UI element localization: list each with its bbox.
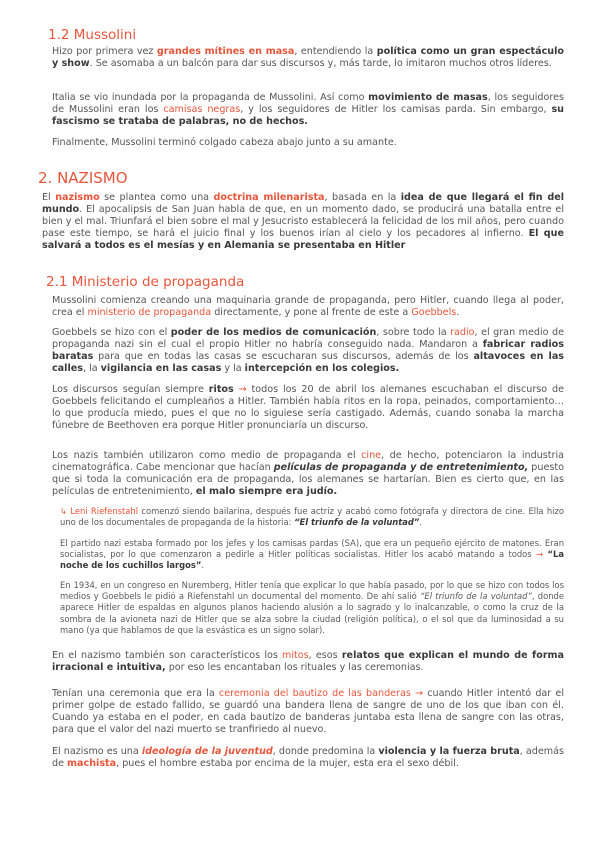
text-run: , entendiendo la (294, 46, 377, 57)
paragraph-goebbels-medios (52, 327, 564, 375)
bold-movimiento-masas: movimiento de masas (368, 92, 488, 103)
italic-triunfo-voluntad: “El triunfo de la voluntad” (420, 591, 532, 602)
bold-triunfo-voluntad: “El triunfo de la voluntad” (294, 517, 420, 528)
bold-mesias-hitler: El que salvará a todos es el mesías y en Alemania se presentaba en Hitler (42, 228, 564, 252)
text-run: , el gran medio de propaganda nazi sin el cual el propio Hitler no habría conseguido nada. Mandaron a (52, 327, 564, 351)
paragraph-juventud (52, 746, 564, 770)
bold-poder-medios: poder de los medios de comunicación (170, 327, 377, 338)
text-run: para que en todas las casas se escucharan sus discursos, además de los (93, 351, 474, 363)
text-run: puesto que si toda la comunicación era de propaganda, los alemanes se hartarían. Bien es cierto que, en las películas de entretenimiento, (52, 462, 565, 498)
text-run: Italia se vio inundada por la propaganda de Mussolini. Así como (52, 92, 369, 103)
text-run: El (42, 192, 56, 203)
paragraph-maquinaria (52, 295, 564, 319)
text-run: y la (221, 363, 245, 375)
text-run: Los discursos seguían siempre (52, 384, 209, 395)
highlight-cine: cine (361, 450, 382, 461)
text-run: se plantea como una (99, 192, 214, 203)
note-nuremberg (60, 580, 564, 636)
bold-ritos: ritos (208, 384, 234, 395)
text-run: , la (82, 363, 101, 375)
bold-vigilancia: vigilancia en las casas (100, 363, 222, 375)
highlight-doctrina-milenarista: doctrina milenarista (213, 192, 325, 203)
arrow-glyph: → (233, 384, 252, 395)
text-run: . Se asomaba a un balcón para dar sus discursos y, más tarde, lo imitaron muchos otros líderes. (89, 58, 552, 70)
text-run: . El apocalipsis de San Juan habla de que, en un momento dado, se producirá una batalla entre el bien y el mal. Triunfará el bien sobre el mal y Jesucristo establecerá la felicidad de los mil años, pero cuando pase este tiempo, se hará el juicio final y los buenos irían al cielo y los pecadores al infierno. (42, 204, 564, 240)
highlight-nazismo: nazismo (55, 192, 100, 203)
text-run: , esos (308, 650, 342, 661)
text-run: , pues el hombre estaba por encima de la mujer, esta era el sexo débil. (116, 758, 459, 770)
highlight-ceremonia-banderas: ceremonia del bautizo de las banderas → (218, 688, 424, 699)
note-partido-nazi (60, 538, 564, 572)
highlight-ideologia-juventud: ideología de la juventud (141, 746, 273, 757)
text-run: . (456, 307, 460, 319)
text-run: , basada en la (324, 192, 401, 203)
text-run: . (419, 517, 422, 528)
highlight-grandes-mitines: grandes mítines en masa (156, 46, 295, 57)
highlight-ministerio-propaganda: ministerio de propaganda (87, 307, 212, 319)
text-run: . (201, 560, 205, 571)
bold-radios-baratas: fabricar radios baratas (52, 339, 564, 363)
paragraph-mitines (52, 46, 564, 70)
bold-noche-cuchillos: “La noche de los cuchillos largos” (60, 549, 564, 571)
text-run: Goebbels se hizo con el (52, 327, 171, 338)
bold-relatos: relatos que explican el mundo de forma irracional e intuitiva, (52, 650, 565, 674)
highlight-machista: machista (67, 758, 117, 770)
paragraph-final-mussolini: Finalmente, Mussolini terminó colgado cabeza abajo junto a su amante. (52, 137, 397, 148)
text-run: todos los 20 de abril los alemanes escuchaban el discurso de Goebbels felicitando el cumpleaños a Hitler. También había ritos en la ropa, peinados, comportamiento… lo que producía miedo, pues el que no lo siguiese sería castigado. Además, cuando sonaba la marcha fúnebre de Beethoven era porque Hitler pronunciaría un discurso. (52, 384, 565, 432)
bold-malo-judio: el malo siempre era judío. (195, 486, 338, 498)
text-run: Mussolini comienza creando una maquinaria grande de propaganda, pero Hitler, cuando llega al poder, crea el (52, 295, 564, 319)
section-heading-mussolini: 1.2 Mussolini (48, 27, 137, 43)
highlight-leni-riefenstahl: Leni Riefenstahl (70, 506, 139, 516)
paragraph-italia (52, 92, 564, 128)
text-run: por eso les encantaban los rituales y las ceremonias. (165, 662, 424, 674)
paragraph-cine (52, 450, 564, 498)
bold-intercepcion: intercepción en los colegios. (244, 363, 400, 375)
bold-peliculas: películas de propaganda y de entretenimiento, (273, 462, 529, 474)
bold-altavoces: altavoces en las calles (52, 351, 565, 375)
paragraph-ritos (52, 384, 564, 432)
bold-politica-espectaculo: política como un gran espectáculo y show (52, 46, 564, 70)
text-run: Los nazis también utilizaron como medio de propaganda el (52, 450, 362, 461)
note-riefenstahl (60, 506, 564, 528)
text-run: , donde aparece Hitler de espaldas en algunos planos haciendo alusión a lo sagrado y lo inalcanzable, o como la cruz de la sombra de la avioneta nazi de Hitler que se alza sobre la ciudad (religión política), o el sol que da luminosidad a su mano (ya que hablamos de que la esvástica es un signo solar). (60, 591, 564, 635)
section-heading-ministerio: 2.1 Ministerio de propaganda (46, 274, 245, 290)
text-run: comenzó siendo bailarina, después fue actriz y acabó como fotógrafa y directora de cine. Ella hizo uno de los documentales de propaganda de la historia: (60, 506, 565, 528)
arrow-glyph: → (535, 549, 543, 560)
highlight-camisas-negras: camisas negras (163, 104, 241, 116)
text-run: , donde predomina la (272, 746, 379, 757)
text-run: , los seguidores de Mussolini eran los (52, 92, 564, 116)
text-run: , además de (52, 746, 564, 770)
text-run: , sobre todo la (376, 327, 451, 338)
text-run: Tenían una ceremonia que era la (52, 688, 219, 699)
paragraph-nazismo-milenarista (42, 192, 564, 252)
paragraph-ceremonia (52, 688, 564, 736)
text-run: cuando Hitler intentó dar el primer golpe de estado fallido, se guardó una bandera llena de sangre de uno de los que iban con él. Cuando ya estaba en el poder, en cada bautizo de banderas juntaba esta llena de sangre con las otras, para que el valor del nazi muerto se tranfiriedo al nuevo. (52, 688, 564, 736)
bold-fin-del-mundo: idea de que llegará el fin del mundo (42, 192, 564, 216)
paragraph-mitos (52, 650, 564, 674)
highlight-mitos: mitos (282, 650, 309, 661)
text-run: Hizo por primera vez (52, 46, 157, 57)
highlight-radio: radio (450, 327, 475, 338)
bold-violencia: violencia y la fuerza bruta (378, 746, 520, 757)
bold-fascismo-palabras: su fascismo se trataba de palabras, no de hechos. (52, 104, 564, 128)
text-run: , y los seguidores de Hitler los camisas parda. Sin embargo, (240, 104, 552, 116)
section-heading-nazismo: 2. NAZISMO (38, 169, 128, 187)
text-run: , de hecho, potenciaron la industria cinematográfica. Cabe mencionar que hacían (52, 450, 564, 474)
text-run: El partido nazi estaba formado por los jefes y los camisas pardas (SA), que era un pequeño ejército de matones. Eran socialistas, por lo que comenzaron a pedirle a Hitler políticas socialistas. Hitler los acabó matando a todos (60, 538, 564, 560)
subarrow-glyph: ↳ (60, 506, 71, 516)
text-run: El nazismo es una (52, 746, 142, 757)
text-run: En 1934, en un congreso en Nuremberg, Hitler tenía que explicar lo que había pasado, por lo que se hizo con todos los medios y Goebbels le pidió a Riefenstahl un documental del momento. De ahí salió (60, 580, 564, 602)
highlight-goebbels: Goebbels (411, 307, 457, 319)
text-run: En el nazismo también son característicos los (52, 650, 283, 661)
text-run: directamente, y pone al frente de este a (211, 307, 412, 319)
